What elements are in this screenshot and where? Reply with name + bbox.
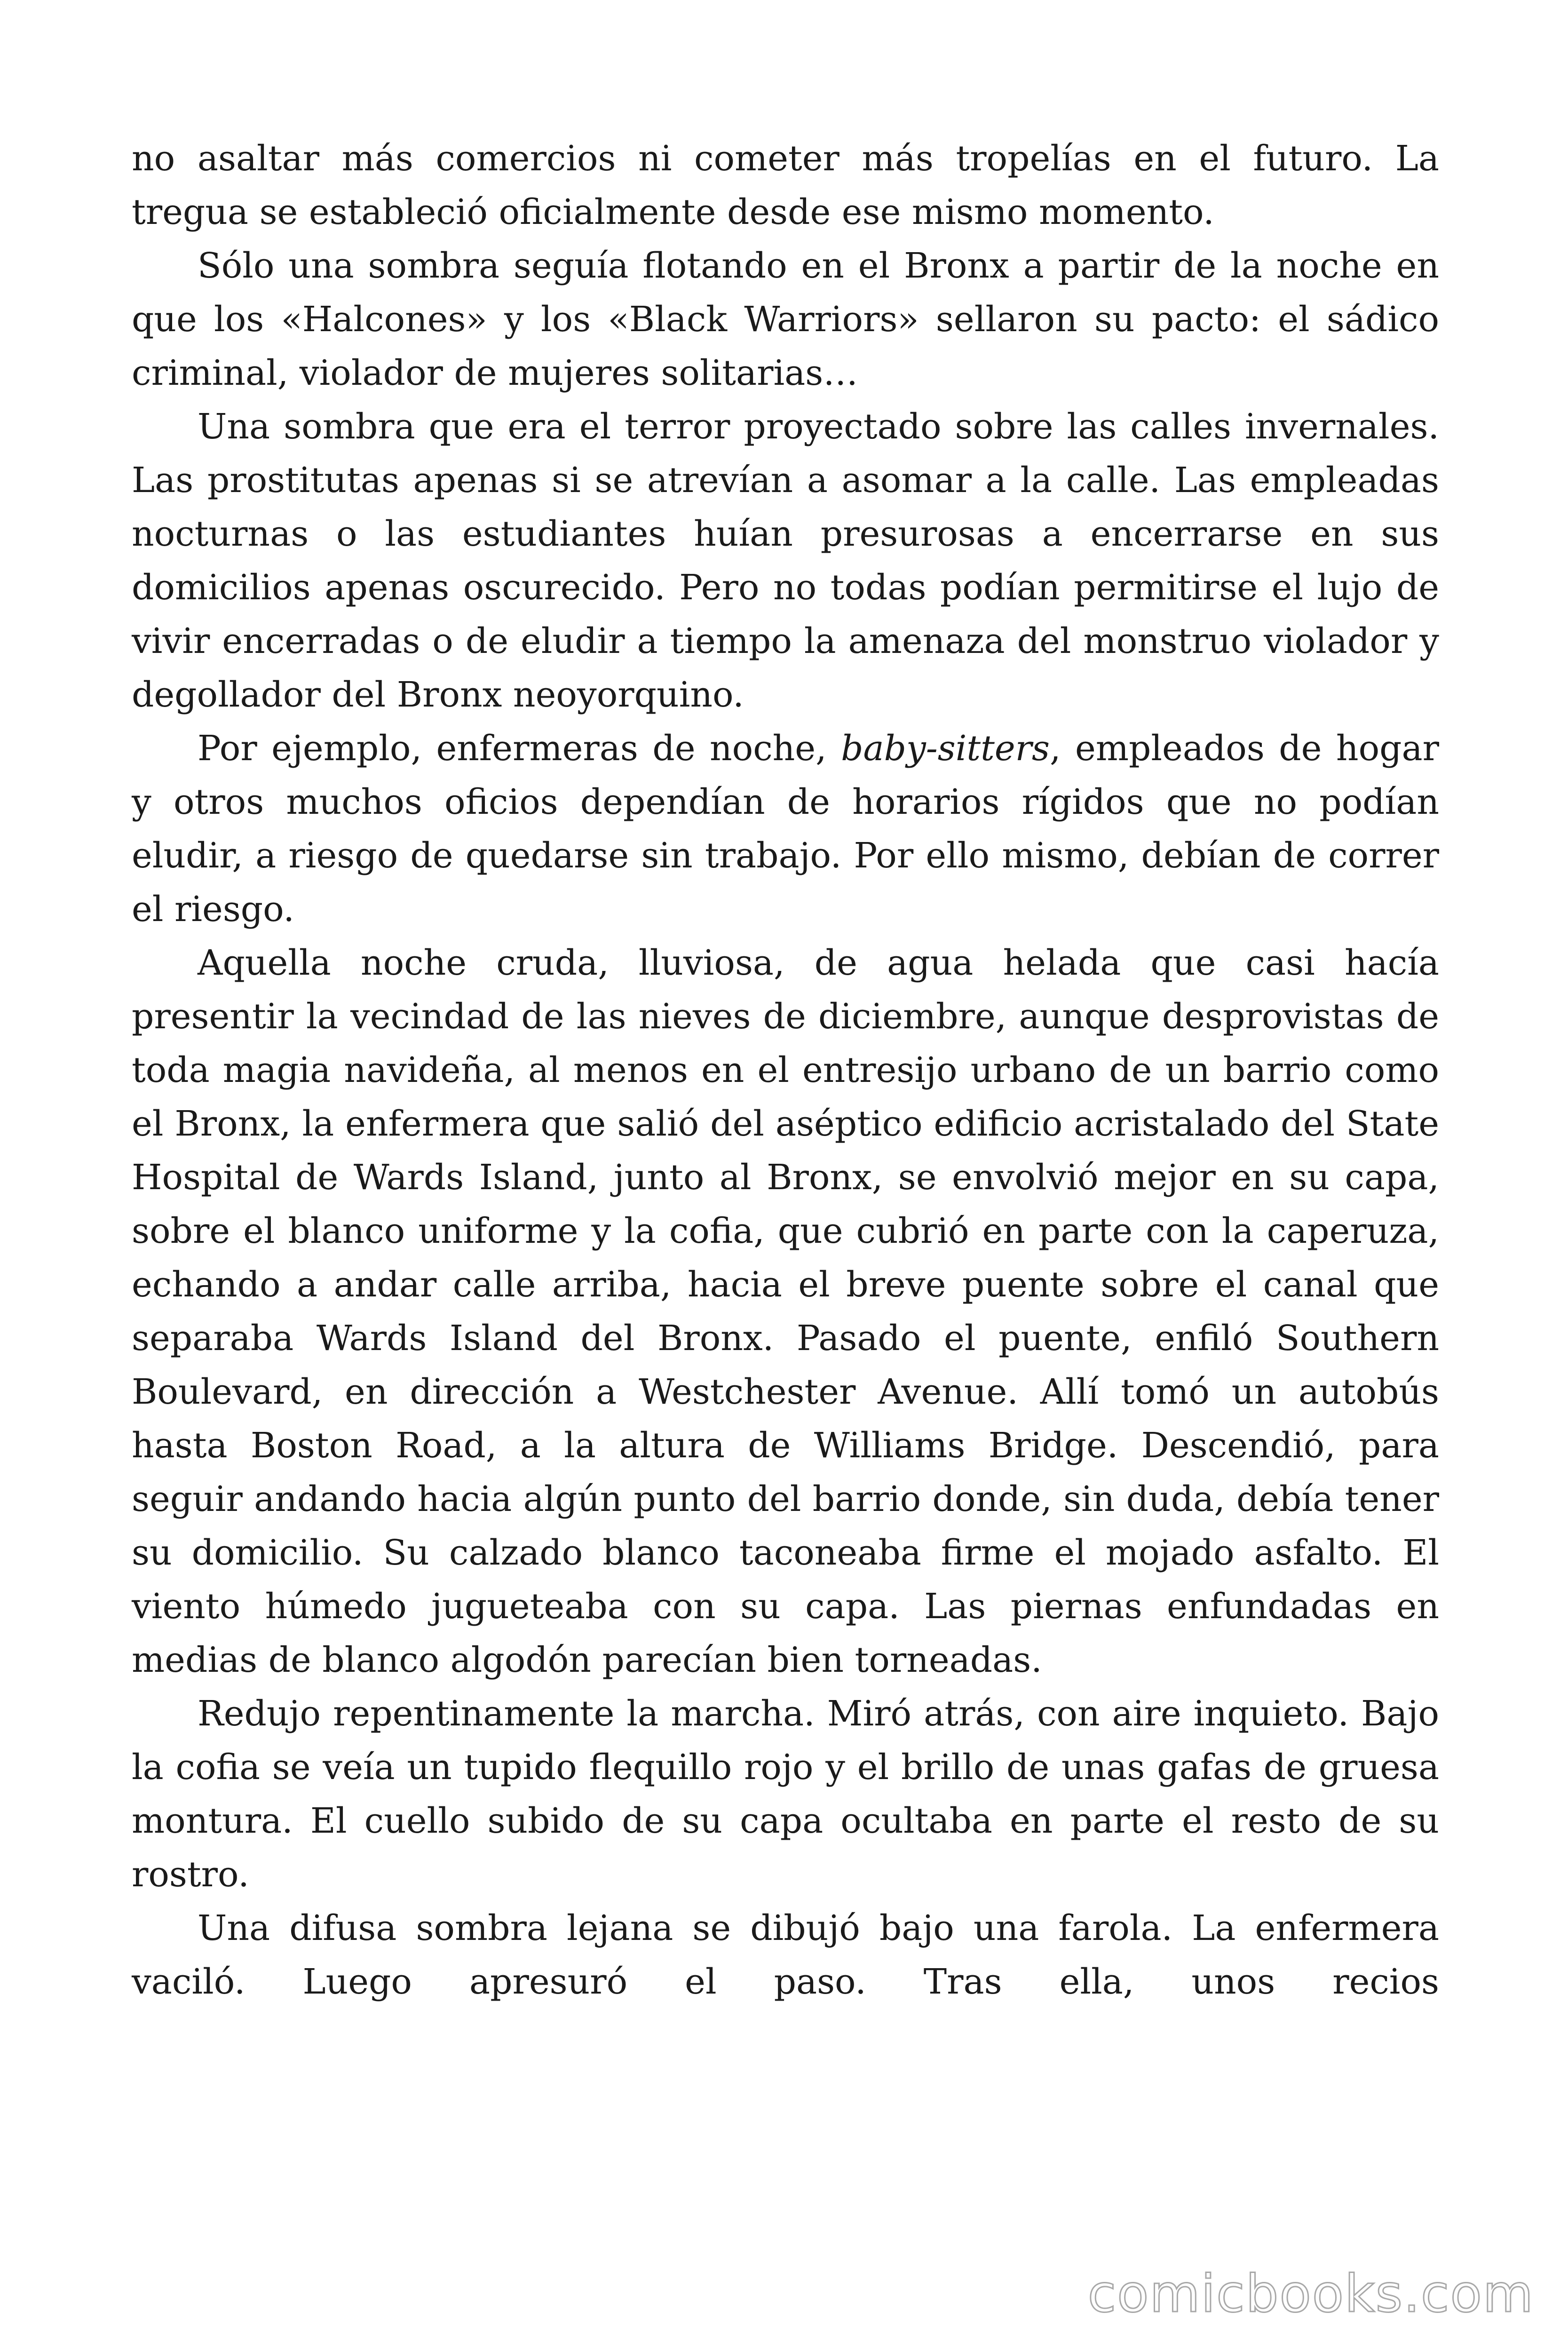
- paragraph: [132, 132, 1439, 239]
- page-body: [132, 132, 1439, 2009]
- italic-term: baby-sitters: [841, 728, 1050, 769]
- paragraph-text: Una sombra que era el terror proyectado sobre las calles invernales. Las prostitutas apenas si se atrevían a asomar a la calle. Las empleadas nocturnas o las estudiantes huían presurosas a encerrarse en sus domicilios apenas oscurecido. Pero no todas podían permitirse el lujo de vivir encerradas o de eludir a tiempo la amenaza del monstruo violador y degollador del Bronx neoyorquino.: [132, 406, 1439, 715]
- paragraph-text: Sólo una sombra seguía flotando en el Bronx a partir de la noche en que los «Halcones» y los «Black Warriors» sellaron su pacto: el sádico criminal, violador de mujeres solitarias…: [132, 246, 1439, 393]
- paragraph-text: no asaltar más comercios ni cometer más tropelías en el futuro. La tregua se estableció oficialmente desde ese mismo momento.: [132, 138, 1439, 232]
- paragraph-text: Redujo repentinamente la marcha. Miró atrás, con aire inquieto. Bajo la cofia se veía un tupido flequillo rojo y el brillo de unas gafas de gruesa montura. El cuello subido de su capa ocultaba en parte el resto de su rostro.: [132, 1693, 1439, 1895]
- paragraph: [132, 936, 1439, 1687]
- paragraph: [132, 1901, 1439, 2009]
- paragraph-text: Aquella noche cruda, lluviosa, de agua helada que casi hacía presentir la vecindad de las nieves de diciembre, aunque desprovistas de toda magia navideña, al menos en el entresijo urbano de un barrio como el Bronx, la enfermera que salió del aséptico edificio acristalado del State Hospital de Wards Island, junto al Bronx, se envolvió mejor en su capa, sobre el blanco uniforme y la cofia, que cubrió en parte con la caperuza, echando a andar calle arriba, hacia el breve puente sobre el canal que separaba Wards Island del Bronx. Pasado el puente, enfiló Southern Boulevard, en dirección a Westchester Avenue. Allí tomó un autobús hasta Boston Road, a la altura de Williams Bridge. Descendió, para seguir andando hacia algún punto del barrio donde, sin duda, debía tener su domicilio. Su calzado blanco taconeaba firme el mojado asfalto. El viento húmedo jugueteaba con su capa. Las piernas enfundadas en medias de blanco algodón parecían bien torneadas.: [132, 943, 1439, 1680]
- paragraph: [132, 400, 1439, 722]
- watermark: comicbooks.com: [1087, 2264, 1534, 2324]
- paragraph-text: , empleados de hogar y otros muchos oficios dependían de horarios rígidos que no podían eludir, a riesgo de quedarse sin trabajo. Por ello mismo, debían de correr el riesgo.: [132, 728, 1439, 930]
- paragraph-text: Una difusa sombra lejana se dibujó bajo una farola. La enfermera vaciló. Luego apresuró el paso. Tras ella, unos recios: [132, 1908, 1439, 2002]
- paragraph: [132, 239, 1439, 400]
- paragraph: [132, 722, 1439, 936]
- paragraph-text: Por ejemplo, enfermeras de noche,: [198, 728, 841, 769]
- paragraph: [132, 1687, 1439, 1901]
